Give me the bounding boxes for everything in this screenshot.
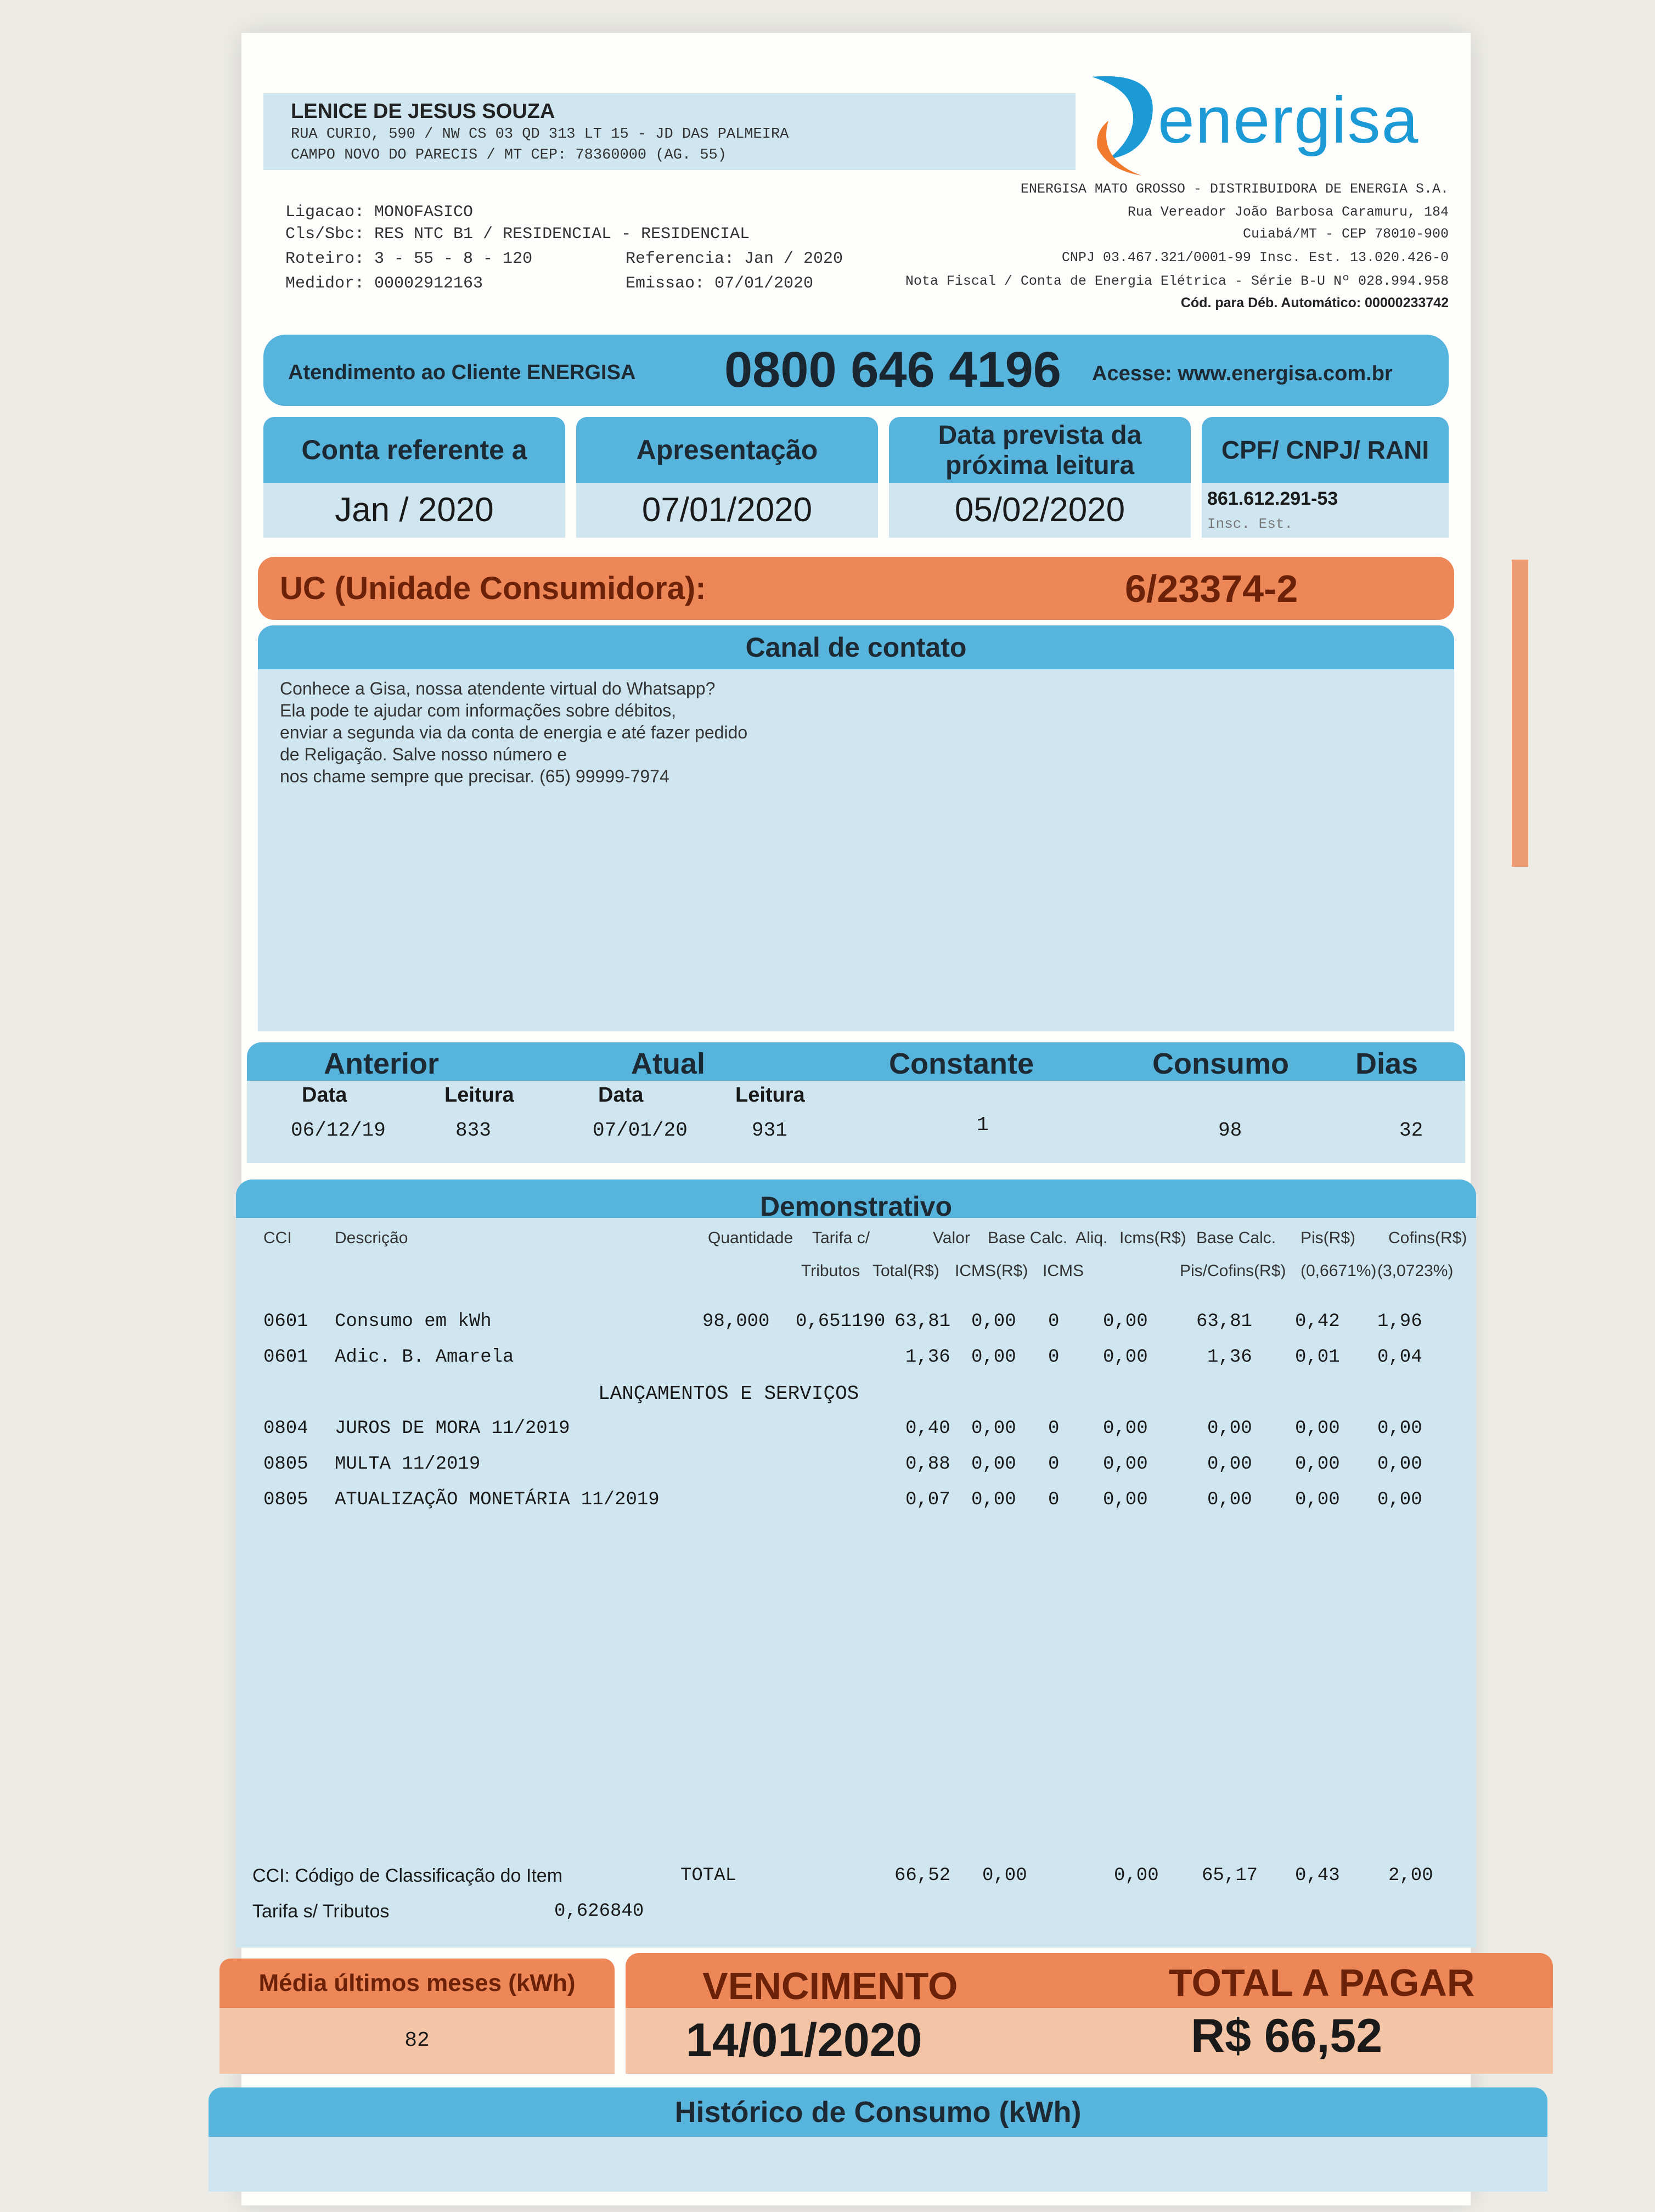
uc-bar (258, 557, 1454, 620)
uc-value: 6/23374-2 (1125, 567, 1298, 610)
col-cofins-sub: (3,0723%) (1377, 1262, 1454, 1280)
cell-desc: ATUALIZAÇÃO MONETÁRIA 11/2019 (335, 1489, 660, 1510)
demonstrativo-title: Demonstrativo (759, 1191, 953, 1222)
uc-label: UC (Unidade Consumidora): (280, 571, 706, 606)
apresentacao-value: 07/01/2020 (576, 483, 878, 538)
cell-aliq: 0 (1048, 1347, 1060, 1368)
cell-pis: 0,00 (1295, 1489, 1340, 1510)
total-pis: 0,43 (1295, 1865, 1340, 1886)
leitura-section (247, 1042, 1465, 1169)
total-label: TOTAL (680, 1865, 737, 1886)
total-valor: 66,52 (894, 1865, 951, 1886)
cell-pis: 0,00 (1295, 1454, 1340, 1475)
proxima-value: 05/02/2020 (889, 483, 1191, 538)
cell-base-pis: 0,00 (1207, 1489, 1252, 1510)
cell-cofins: 0,00 (1377, 1454, 1422, 1475)
debito-automatico: Cód. para Déb. Automático: 00000233742 (1180, 295, 1449, 311)
leitura-anterior-label: Anterior (324, 1047, 440, 1080)
vencimento-label: VENCIMENTO (702, 1965, 958, 2007)
col-cci: CCI (263, 1229, 292, 1247)
company-name: ENERGISA MATO GROSSO - DISTRIBUIDORA DE ENERGIA S.A. (1020, 181, 1449, 197)
cell-base-pis: 63,81 (1196, 1311, 1253, 1332)
proxima-label-line1: Data prevista da (938, 421, 1142, 450)
cell-desc: MULTA 11/2019 (335, 1454, 481, 1475)
customer-block (263, 93, 1076, 170)
canal-title: Canal de contato (258, 625, 1454, 669)
cell-cofins: 0,04 (1377, 1347, 1422, 1368)
cell-base-icms: 0,00 (971, 1418, 1016, 1439)
leitura-consumo-label: Consumo (1152, 1047, 1289, 1080)
cell-valor: 0,40 (905, 1418, 950, 1439)
historico-chart-area (209, 2137, 1547, 2192)
cell-base-icms: 0,00 (971, 1454, 1016, 1475)
ant-leitura-label: Leitura (444, 1084, 514, 1107)
canal-text (280, 678, 747, 787)
cpf-label: CPF/ CNPJ/ RANI (1202, 417, 1449, 483)
cell-cofins: 0,00 (1377, 1418, 1422, 1439)
atendimento-phone: 0800 646 4196 (724, 342, 1061, 398)
col-pis-sub: (0,6671%) (1301, 1262, 1377, 1280)
cell-cci: 0601 (263, 1347, 308, 1368)
info-box-cpf (1202, 417, 1449, 538)
ant-data-label: Data (302, 1084, 347, 1107)
cell-desc: Adic. B. Amarela (335, 1347, 514, 1368)
cell-pis: 0,00 (1295, 1418, 1340, 1439)
atu-leitura-label: Leitura (735, 1084, 805, 1107)
consumo-value: 98 (1218, 1119, 1242, 1142)
customer-address-line1: RUA CURIO, 590 / NW CS 03 QD 313 LT 15 - JD DAS PALMEIRA (291, 126, 789, 143)
cell-cci: 0805 (263, 1454, 308, 1475)
energisa-logo (1076, 66, 1449, 187)
info-box-proxima-leitura (889, 417, 1191, 538)
proxima-label-box (889, 417, 1191, 483)
vencimento-total-box (626, 1953, 1553, 2074)
col-valor-sub: Total(R$) (872, 1262, 939, 1280)
cell-cofins: 0,00 (1377, 1489, 1422, 1510)
atendimento-bar (263, 335, 1449, 406)
constante-value: 1 (977, 1114, 989, 1136)
col-icms: Icms(R$) (1119, 1229, 1186, 1247)
col-base-pis: Base Calc. (1196, 1229, 1276, 1247)
cell-pis: 0,42 (1295, 1311, 1340, 1332)
leitura-constante-label: Constante (889, 1047, 1034, 1080)
media-value: 82 (219, 2008, 615, 2074)
cell-base-icms: 0,00 (971, 1311, 1016, 1332)
conta-value: Jan / 2020 (263, 483, 565, 538)
col-valor: Valor (933, 1229, 970, 1247)
total-base-pis: 65,17 (1202, 1865, 1258, 1886)
canal-line: nos chame sempre que precisar. (65) 99999-7974 (280, 766, 669, 786)
medidor: Medidor: 00002912163 (285, 274, 483, 293)
cell-qtd: 98,000 (702, 1311, 770, 1332)
cell-base-pis: 1,36 (1207, 1347, 1252, 1368)
cell-icms: 0,00 (1103, 1311, 1148, 1332)
company-street: Rua Vereador João Barbosa Caramuru, 184 (1127, 204, 1449, 220)
total-base-icms: 0,00 (982, 1865, 1027, 1886)
cell-icms: 0,00 (1103, 1489, 1148, 1510)
tarifa-value: 0,626840 (554, 1901, 644, 1922)
lancamentos-title: LANÇAMENTOS E SERVIÇOS (598, 1383, 859, 1405)
proxima-label-line2: próxima leitura (945, 451, 1135, 480)
atendimento-site: Acesse: www.energisa.com.br (1092, 362, 1393, 385)
col-tarifa: Tarifa c/ (812, 1229, 870, 1247)
col-aliq-sub: ICMS (1043, 1262, 1084, 1280)
cell-aliq: 0 (1048, 1418, 1060, 1439)
total-icms: 0,00 (1114, 1865, 1159, 1886)
canal-line: enviar a segunda via da conta de energia e até fazer pedido (280, 723, 748, 742)
media-label: Média últimos meses (kWh) (219, 1959, 615, 2008)
ant-leitura-value: 833 (455, 1119, 491, 1142)
ant-data-value: 06/12/19 (291, 1119, 386, 1142)
referencia: Referencia: Jan / 2020 (626, 250, 843, 268)
company-city: Cuiabá/MT - CEP 78010-900 (1242, 226, 1449, 242)
canal-contato-box (258, 625, 1454, 1031)
vencimento-value: 14/01/2020 (686, 2014, 922, 2067)
atendimento-label: Atendimento ao Cliente ENERGISA (288, 361, 636, 384)
leitura-dias-label: Dias (1355, 1047, 1418, 1080)
col-base-icms: Base Calc. (988, 1229, 1068, 1247)
cell-valor: 1,36 (905, 1347, 950, 1368)
ligacao: Ligacao: MONOFASICO (285, 203, 474, 222)
cell-cci: 0804 (263, 1418, 308, 1439)
insc-est: Insc. Est. (1207, 516, 1293, 532)
media-box (219, 1959, 615, 2074)
cpf-value-box (1202, 483, 1449, 538)
dias-value: 32 (1399, 1119, 1423, 1142)
cpf-value: 861.612.291-53 (1207, 488, 1338, 509)
cell-valor: 0,07 (905, 1489, 950, 1510)
cell-cofins: 1,96 (1377, 1311, 1422, 1332)
logo-text: energisa (1158, 83, 1420, 157)
total-cofins: 2,00 (1388, 1865, 1433, 1886)
conta-label: Conta referente a (263, 417, 565, 483)
leitura-atual-label: Atual (631, 1047, 705, 1080)
bill-sheet (241, 33, 1475, 2205)
canal-line: Ela pode te ajudar com informações sobre débitos, (280, 701, 677, 720)
cell-tarifa: 0,651190 (796, 1311, 886, 1332)
canal-line: Conhece a Gisa, nossa atendente virtual do Whatsapp? (280, 679, 716, 698)
col-tarifa-sub: Tributos (801, 1262, 860, 1280)
total-pagar-label: TOTAL A PAGAR (1169, 1961, 1475, 2004)
cls-sbc: Cls/Sbc: RES NTC B1 / RESIDENCIAL - RESIDENCIAL (285, 225, 750, 244)
col-aliq: Aliq. (1076, 1229, 1108, 1247)
cell-cci: 0601 (263, 1311, 308, 1332)
atu-data-value: 07/01/20 (593, 1119, 688, 1142)
cell-aliq: 0 (1048, 1311, 1060, 1332)
cell-desc: Consumo em kWh (335, 1311, 492, 1332)
company-cnpj: CNPJ 03.467.321/0001-99 Insc. Est. 13.020.426-0 (1061, 250, 1449, 266)
emissao: Emissao: 07/01/2020 (626, 274, 814, 293)
apresentacao-label: Apresentação (576, 417, 878, 483)
cci-footnote: CCI: Código de Classificação do Item (252, 1865, 563, 1886)
cell-pis: 0,01 (1295, 1347, 1340, 1368)
cell-base-pis: 0,00 (1207, 1418, 1252, 1439)
cell-base-icms: 0,00 (971, 1347, 1016, 1368)
col-base-icms-sub: ICMS(R$) (955, 1262, 1028, 1280)
cell-icms: 0,00 (1103, 1347, 1148, 1368)
cell-valor: 63,81 (894, 1311, 951, 1332)
col-pis: Pis(R$) (1301, 1229, 1356, 1247)
atu-data-label: Data (598, 1084, 644, 1107)
cell-desc: JUROS DE MORA 11/2019 (335, 1418, 570, 1439)
cell-aliq: 0 (1048, 1454, 1060, 1475)
cell-icms: 0,00 (1103, 1418, 1148, 1439)
cell-base-icms: 0,00 (971, 1489, 1016, 1510)
leitura-values-bar (247, 1081, 1465, 1163)
col-quantidade: Quantidade (708, 1229, 793, 1247)
demonstrativo-box (236, 1180, 1476, 1948)
col-base-pis-sub: Pis/Cofins(R$) (1180, 1262, 1286, 1280)
info-box-apresentacao (576, 417, 878, 538)
info-box-conta (263, 417, 565, 538)
historico-bar: Histórico de Consumo (kWh) (209, 2087, 1547, 2137)
customer-name: LENICE DE JESUS SOUZA (291, 100, 555, 123)
col-descricao: Descrição (335, 1229, 408, 1247)
cell-aliq: 0 (1048, 1489, 1060, 1510)
cell-valor: 0,88 (905, 1454, 950, 1475)
cell-icms: 0,00 (1103, 1454, 1148, 1475)
tarifa-label: Tarifa s/ Tributos (252, 1901, 390, 1922)
nota-fiscal: Nota Fiscal / Conta de Energia Elétrica - Série B-U Nº 028.994.958 (905, 273, 1449, 289)
total-pagar-value: R$ 66,52 (1191, 2010, 1383, 2062)
cell-cci: 0805 (263, 1489, 308, 1510)
side-strip (1512, 560, 1528, 867)
canal-line: de Religação. Salve nosso número e (280, 744, 567, 764)
cell-base-pis: 0,00 (1207, 1454, 1252, 1475)
customer-address-line2: CAMPO NOVO DO PARECIS / MT CEP: 78360000 (AG. 55) (291, 147, 727, 163)
atu-leitura-value: 931 (752, 1119, 787, 1142)
col-cofins: Cofins(R$) (1388, 1229, 1467, 1247)
roteiro: Roteiro: 3 - 55 - 8 - 120 (285, 250, 533, 268)
